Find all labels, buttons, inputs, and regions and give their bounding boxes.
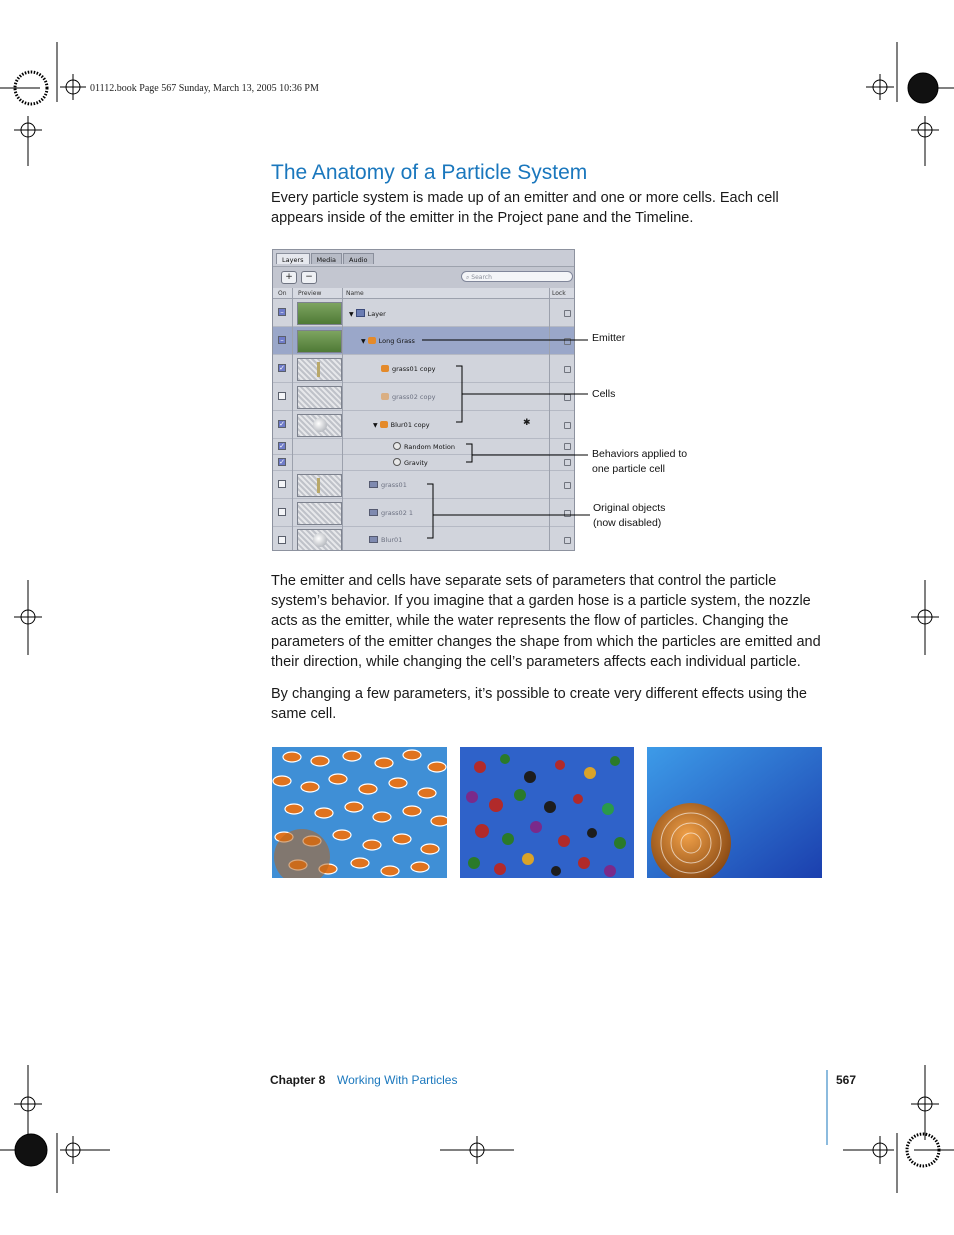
cell-thumbnail: [297, 358, 342, 381]
source-thumbnail: [297, 502, 342, 525]
emitter-name: Long Grass: [378, 337, 415, 345]
cell-icon: [381, 365, 389, 372]
behavior-icon: [393, 442, 401, 450]
behavior-name: Gravity: [404, 459, 428, 467]
layer-icon: [356, 309, 365, 317]
source-row[interactable]: [273, 471, 574, 499]
cell-icon: [380, 421, 388, 428]
source-checkbox[interactable]: [278, 480, 286, 488]
panel-tabs: [276, 253, 375, 266]
lock-icon[interactable]: [564, 459, 571, 466]
footer-section-link[interactable]: Working With Particles: [337, 1073, 458, 1087]
cell-name: grass02 copy: [392, 393, 436, 401]
cell-thumbnail: [297, 414, 342, 437]
search-input[interactable]: [461, 271, 573, 282]
lock-icon[interactable]: [564, 482, 571, 489]
behavior-icon: [393, 458, 401, 466]
behavior-name: Random Motion: [404, 443, 456, 451]
column-on: On: [278, 290, 287, 297]
source-name: grass01: [381, 481, 407, 489]
panel-toolbar: [273, 266, 574, 289]
cell-name: grass01 copy: [392, 365, 436, 373]
lock-icon[interactable]: [564, 537, 571, 544]
search-icon: ⌕: [466, 274, 472, 281]
clownfish-particles-image: [272, 747, 447, 878]
source-row[interactable]: [273, 499, 574, 527]
behaviors-callout-line2: one particle cell: [592, 463, 665, 475]
layer-thumbnail: [297, 302, 342, 325]
cell-name: Blur01 copy: [390, 421, 430, 429]
emitter-checkbox[interactable]: –: [278, 336, 286, 344]
layer-row[interactable]: [273, 299, 574, 327]
cell-row[interactable]: [273, 355, 574, 383]
intro-paragraph: Every particle system is made up of an emitter and one or more cells. Each cell appears inside of the emitter in the Project pane and the Timeline.: [271, 190, 779, 227]
remove-layer-button[interactable]: −: [301, 271, 317, 284]
disclosure-triangle-icon[interactable]: ▼: [373, 422, 378, 429]
source-name: grass02 1: [381, 509, 414, 517]
disclosure-triangle-icon[interactable]: ▼: [361, 338, 366, 345]
behavior-gear-icon[interactable]: ✱: [523, 418, 531, 428]
cell-checkbox[interactable]: ✓: [279, 420, 285, 428]
column-preview: Preview: [298, 290, 322, 297]
disclosure-triangle-icon[interactable]: ▼: [349, 311, 354, 318]
lock-icon[interactable]: [564, 310, 571, 317]
lock-icon[interactable]: [564, 366, 571, 373]
image-icon: [369, 509, 378, 516]
layers-panel-figure: [272, 249, 575, 551]
tab-audio[interactable]: Audio: [343, 253, 373, 264]
column-lock: Lock: [552, 290, 566, 297]
section-title: The Anatomy of a Particle System: [271, 161, 588, 184]
column-header: [273, 288, 574, 299]
colored-particles-image: [460, 747, 634, 878]
cell-row[interactable]: [273, 383, 574, 411]
original-objects-callout: [593, 501, 665, 531]
layer-checkbox[interactable]: –: [278, 308, 286, 316]
source-thumbnail: [297, 474, 342, 497]
original-callout-line2: (now disabled): [593, 517, 662, 529]
body-paragraph-2: By changing a few parameters, it’s possible to create very different effects using the same cell.: [271, 686, 807, 723]
behaviors-callout-line1: Behaviors applied to: [592, 448, 688, 460]
cell-row[interactable]: [273, 411, 574, 439]
page-number: 567: [836, 1073, 857, 1087]
behavior-row[interactable]: [273, 455, 574, 471]
behavior-checkbox[interactable]: ✓: [279, 442, 285, 450]
behavior-checkbox[interactable]: ✓: [279, 458, 285, 466]
source-checkbox[interactable]: [278, 536, 286, 544]
footer-chapter: Chapter 8: [270, 1073, 326, 1087]
image-icon: [369, 536, 378, 543]
source-name: Blur01: [381, 536, 403, 544]
tab-media[interactable]: Media: [311, 253, 343, 264]
column-name: Name: [346, 290, 364, 297]
lock-icon[interactable]: [564, 443, 571, 450]
body-paragraph-1: The emitter and cells have separate sets of parameters that control the particle system’s behavior. If you imagine that a garden hose is a particle system, the nozzle acts as the emitter, while the water represents the flow of particles. Changing the parameters of the emitter changes the shape from which the particles are emitted and their direction, while changing the cell’s parameters affects each individual particle.: [271, 573, 821, 670]
emitter-callout: Emitter: [592, 332, 626, 344]
lock-icon[interactable]: [564, 422, 571, 429]
source-checkbox[interactable]: [278, 508, 286, 516]
clownfish-sphere-image: [647, 747, 822, 878]
behavior-row[interactable]: [273, 439, 574, 455]
tab-layers[interactable]: Layers: [276, 253, 310, 264]
print-slug: 01112.book Page 567 Sunday, March 13, 2005 10:36 PM: [90, 83, 319, 94]
behaviors-callout: [592, 447, 687, 477]
search-placeholder: Search: [471, 274, 492, 281]
lock-icon[interactable]: [564, 338, 571, 345]
add-layer-button[interactable]: +: [281, 271, 297, 284]
source-row[interactable]: [273, 527, 574, 551]
original-callout-line1: Original objects: [593, 502, 666, 514]
lock-icon[interactable]: [564, 394, 571, 401]
layer-name: Layer: [367, 310, 386, 318]
source-thumbnail: [297, 529, 342, 551]
cells-callout: Cells: [592, 388, 616, 400]
image-icon: [369, 481, 378, 488]
emitter-row[interactable]: [273, 327, 574, 355]
cell-checkbox[interactable]: [278, 392, 286, 400]
cell-thumbnail: [297, 386, 342, 409]
emitter-thumbnail: [297, 330, 342, 353]
cell-icon: [381, 393, 389, 400]
cell-checkbox[interactable]: ✓: [279, 364, 285, 372]
lock-icon[interactable]: [564, 510, 571, 517]
emitter-icon: [368, 337, 376, 344]
